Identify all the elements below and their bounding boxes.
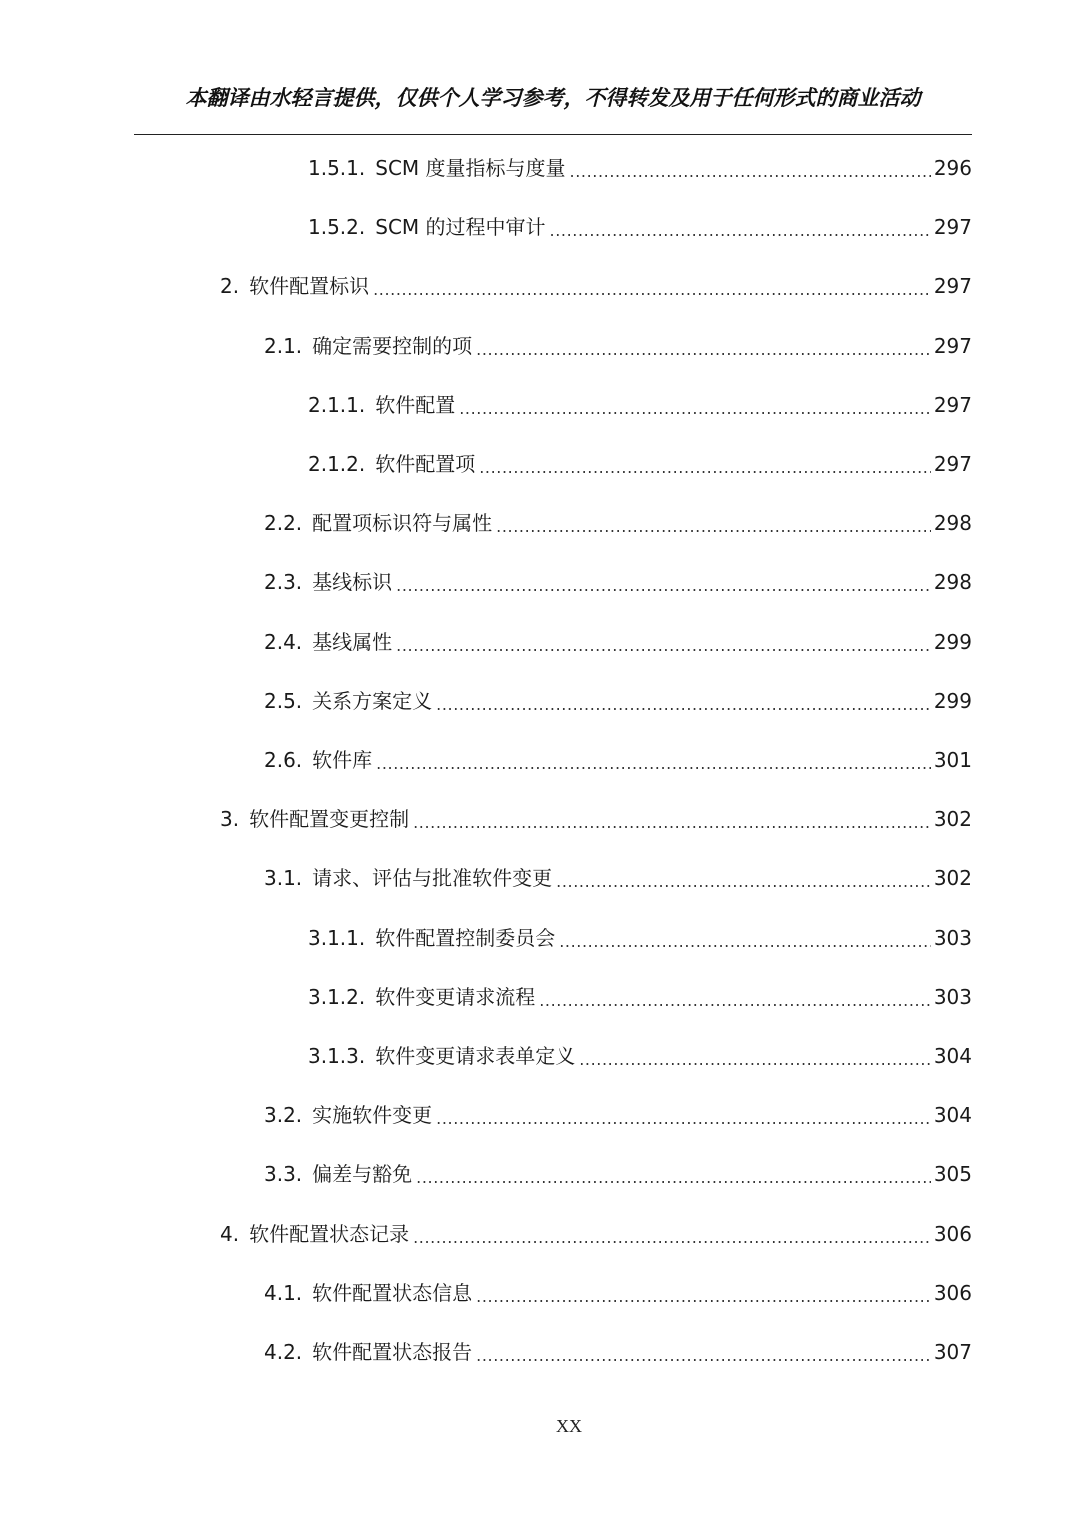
toc-entry-number: 2. <box>220 274 240 299</box>
toc-entry-page: 303 <box>933 925 972 950</box>
toc-entry-title: SCM 度量指标与度量 <box>375 156 566 180</box>
toc-dot-leader <box>436 686 931 716</box>
toc-entry-title: 基线标识 <box>312 570 393 595</box>
toc-dot-leader <box>413 804 931 834</box>
header-rule <box>134 134 972 135</box>
toc-entry-number: 2.1.1. <box>308 392 366 417</box>
toc-dot-leader <box>570 153 931 183</box>
toc-dot-leader <box>416 1159 931 1189</box>
toc-entry[interactable] <box>308 923 972 953</box>
toc-entry-number: 2.1. <box>264 333 303 358</box>
toc-entry-number: 3.1.1. <box>308 925 366 950</box>
toc-entry-page: 297 <box>933 274 972 299</box>
toc-entry[interactable] <box>264 1337 972 1367</box>
toc-entry-title: 软件配置 <box>375 392 456 417</box>
toc-dot-leader <box>479 449 931 479</box>
toc-entry-title: 配置项标识符与属性 <box>312 511 493 536</box>
toc-entry-number: 2.5. <box>264 688 303 713</box>
toc-entry[interactable] <box>308 449 972 479</box>
toc-entry[interactable] <box>308 1041 972 1071</box>
toc-entry-title: 软件变更请求表单定义 <box>375 1044 576 1068</box>
toc-dot-leader <box>556 863 931 893</box>
toc-entry-number: 3.3. <box>264 1162 303 1187</box>
toc-entry-page: 306 <box>933 1280 972 1305</box>
toc-entry-title: SCM 的过程中审计 <box>375 215 546 240</box>
toc-dot-leader <box>476 1337 931 1367</box>
toc-entry-title: 关系方案定义 <box>312 688 433 713</box>
toc-entry-page: 296 <box>933 156 972 180</box>
toc-entry[interactable] <box>264 508 972 538</box>
toc-entry-page: 302 <box>933 807 972 832</box>
toc-entry-title: 软件配置状态报告 <box>312 1340 473 1364</box>
toc-entry-number: 3.1.3. <box>308 1044 366 1068</box>
toc-entry[interactable] <box>264 567 972 597</box>
page-header: 本翻译由水轻言提供，仅供个人学习参考，不得转发及用于任何形式的商业活动 <box>185 86 921 110</box>
toc-entry-page: 298 <box>933 511 972 536</box>
toc-entry-title: 软件配置状态信息 <box>312 1280 473 1305</box>
toc-entry-title: 偏差与豁免 <box>312 1162 413 1187</box>
toc-entry-title: 软件配置状态记录 <box>249 1221 410 1246</box>
toc-entry-page: 297 <box>933 333 972 358</box>
toc-entry[interactable] <box>308 212 972 242</box>
toc-entry-page: 297 <box>933 215 972 240</box>
toc-entry[interactable] <box>220 271 972 301</box>
toc-entry-title: 软件配置变更控制 <box>249 807 410 832</box>
toc-entry-number: 2.3. <box>264 570 303 595</box>
toc-entry[interactable] <box>308 153 972 183</box>
toc-entry-number: 4. <box>220 1221 240 1246</box>
toc-entry-number: 2.4. <box>264 629 303 654</box>
toc-entry-title: 软件配置标识 <box>249 274 370 299</box>
toc-entry-number: 4.2. <box>264 1340 303 1364</box>
toc-dot-leader <box>496 508 931 538</box>
toc-entry[interactable] <box>308 982 972 1012</box>
toc-entry-title: 确定需要控制的项 <box>312 333 473 358</box>
toc-entry-page: 305 <box>933 1162 972 1187</box>
toc-dot-leader <box>476 331 931 361</box>
toc-dot-leader <box>539 982 931 1012</box>
toc-dot-leader <box>376 745 931 775</box>
toc-entry-number: 3.2. <box>264 1103 303 1128</box>
toc-entry-title: 软件配置控制委员会 <box>375 925 556 950</box>
toc-entry-title: 基线属性 <box>312 629 393 654</box>
toc-entry-page: 303 <box>933 984 972 1009</box>
toc-entry-title: 实施软件变更 <box>312 1103 433 1128</box>
toc-entry-title: 请求、评估与批准软件变更 <box>312 866 553 891</box>
toc-entry-title: 软件配置项 <box>375 452 476 476</box>
toc-entry-number: 2.1.2. <box>308 452 366 476</box>
toc-entry-number: 3.1. <box>264 866 303 891</box>
toc-entry-page: 299 <box>933 629 972 654</box>
toc-dot-leader <box>373 271 931 301</box>
toc-entry[interactable] <box>264 1159 972 1189</box>
toc-entry[interactable] <box>264 1278 972 1308</box>
toc-dot-leader <box>396 567 931 597</box>
toc-dot-leader <box>396 627 931 657</box>
toc-entry-number: 2.2. <box>264 511 303 536</box>
toc-entry-page: 306 <box>933 1221 972 1246</box>
toc-entry[interactable] <box>220 1219 972 1249</box>
toc-entry-page: 301 <box>933 748 972 772</box>
toc-entry[interactable] <box>264 331 972 361</box>
page-number: XX <box>556 1416 582 1436</box>
toc-dot-leader <box>559 923 931 953</box>
toc-entry[interactable] <box>264 686 972 716</box>
toc-entry-page: 307 <box>933 1340 972 1364</box>
toc-dot-leader <box>550 212 931 242</box>
toc-entry[interactable] <box>264 1100 972 1130</box>
toc-dot-leader <box>413 1219 931 1249</box>
toc-entry-title: 软件库 <box>312 748 373 772</box>
toc-entry-page: 297 <box>933 392 972 417</box>
toc-entry-page: 304 <box>933 1044 972 1068</box>
toc-dot-leader <box>579 1041 931 1071</box>
toc-entry[interactable] <box>220 804 972 834</box>
toc-entry-number: 3.1.2. <box>308 984 366 1009</box>
toc-entry-number: 4.1. <box>264 1280 303 1305</box>
toc-entry[interactable] <box>308 390 972 420</box>
toc-entry[interactable] <box>264 863 972 893</box>
toc-entry-page: 298 <box>933 570 972 595</box>
toc-entry-number: 2.6. <box>264 748 303 772</box>
toc-entry-page: 299 <box>933 688 972 713</box>
toc-entry-title: 软件变更请求流程 <box>375 984 536 1009</box>
toc-dot-leader <box>436 1100 931 1130</box>
toc-entry-number: 3. <box>220 807 240 832</box>
toc-entry-number: 1.5.2. <box>308 215 366 240</box>
toc-entry-number: 1.5.1. <box>308 156 366 180</box>
toc-entry[interactable] <box>264 627 972 657</box>
toc-dot-leader <box>459 390 931 420</box>
toc-entry-page: 297 <box>933 452 972 476</box>
toc-entry[interactable] <box>264 745 972 775</box>
toc-dot-leader <box>476 1278 931 1308</box>
toc-entry-page: 302 <box>933 866 972 891</box>
toc-entry-page: 304 <box>933 1103 972 1128</box>
